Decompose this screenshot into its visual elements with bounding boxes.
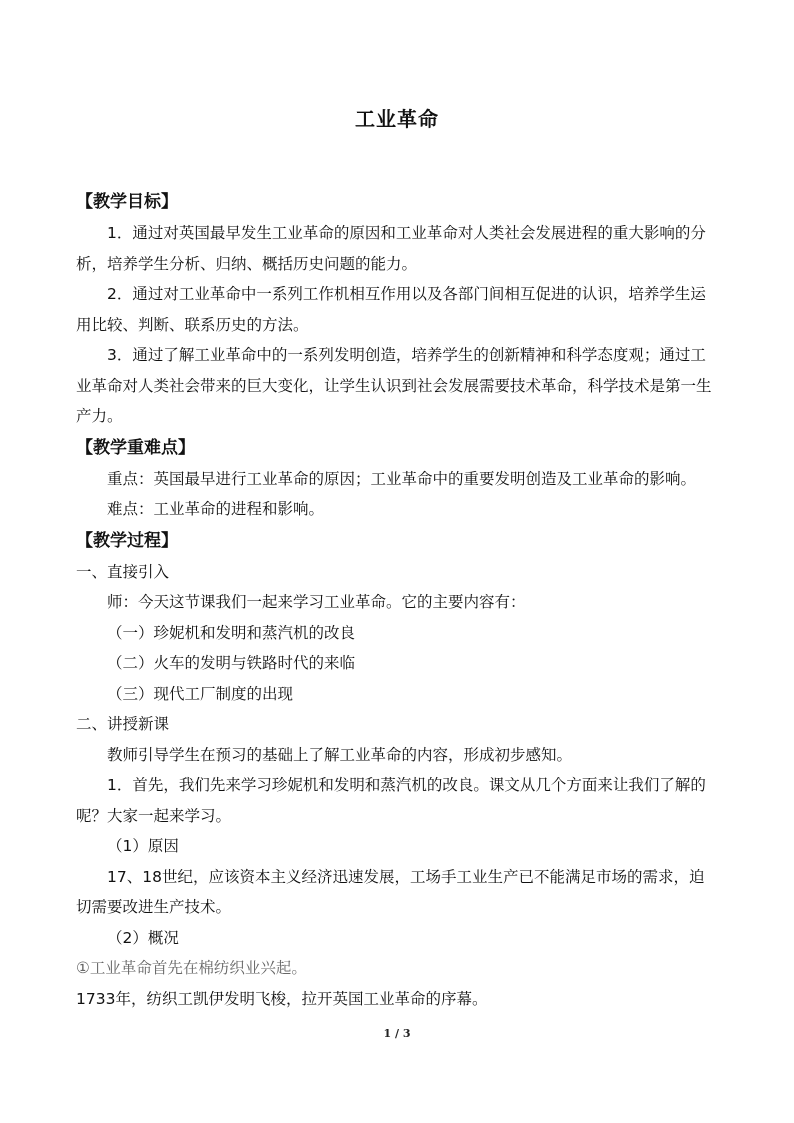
process-line-13: 1733年，纺织工凯伊发明飞梭，拉开英国工业革命的序幕。	[76, 989, 488, 1008]
section-heading-keypoints: 【教学重难点】	[76, 437, 195, 458]
goal-paragraph-3: 3．通过了解工业革命中的一系列发明创造，培养学生的创新精神和科学态度观；通过工业革命对人类社会带来的巨大变化，让学生认识到社会发展需要技术革命，科学技术是第一生产力。	[76, 346, 712, 425]
document-content	[76, 186, 719, 1014]
process-line-1: 一、直接引入	[76, 562, 170, 581]
document-title: 工业革命	[355, 107, 439, 131]
process-line-10: 17、18世纪，应该资本主义经济迅速发展，工场手工业生产已不能满足市场的需求，迫切需要改进生产技术。	[76, 867, 705, 916]
process-line-3: （一）珍妮机和发明和蒸汽机的改良	[107, 623, 356, 642]
process-line-11: （2）概况	[107, 928, 179, 947]
process-line-6: 二、讲授新课	[76, 715, 170, 733]
goal-paragraph-1: 1．通过对英国最早发生工业革命的原因和工业革命对人类社会发展进程的重大影响的分析，培养学生分析、归纳、概括历史问题的能力。	[76, 224, 706, 273]
section-heading-process: 【教学过程】	[76, 530, 178, 551]
process-line-2: 师：今天这节课我们一起来学习工业革命。它的主要内容有：	[107, 593, 526, 611]
process-line-12: ①工业革命首先在棉纺织业兴起。	[76, 959, 307, 977]
process-line-9: （1）原因	[107, 837, 179, 855]
goal-paragraph-2: 2．通过对工业革命中一系列工作机相互作用以及各部门间相互促进的认识，培养学生运用比较、判断、联系历史的方法。	[76, 285, 706, 334]
process-line-5: （三）现代工厂制度的出现	[107, 684, 294, 703]
page-number: 1 / 3	[383, 1027, 411, 1040]
process-line-7: 教师引导学生在预习的基础上了解工业革命的内容，形成初步感知。	[107, 745, 573, 764]
process-line-4: （二）火车的发明与铁路时代的来临	[107, 654, 356, 672]
process-line-8: 1．首先，我们先来学习珍妮机和发明和蒸汽机的改良。课文从几个方面来让我们了解的呢？大家一起来学习。	[76, 776, 706, 825]
keypoint-paragraph-1: 重点：英国最早进行工业革命的原因；工业革命中的重要发明创造及工业革命的影响。	[107, 469, 697, 488]
keypoint-paragraph-2: 难点：工业革命的进程和影响。	[107, 500, 325, 518]
section-heading-goals: 【教学目标】	[76, 192, 178, 212]
